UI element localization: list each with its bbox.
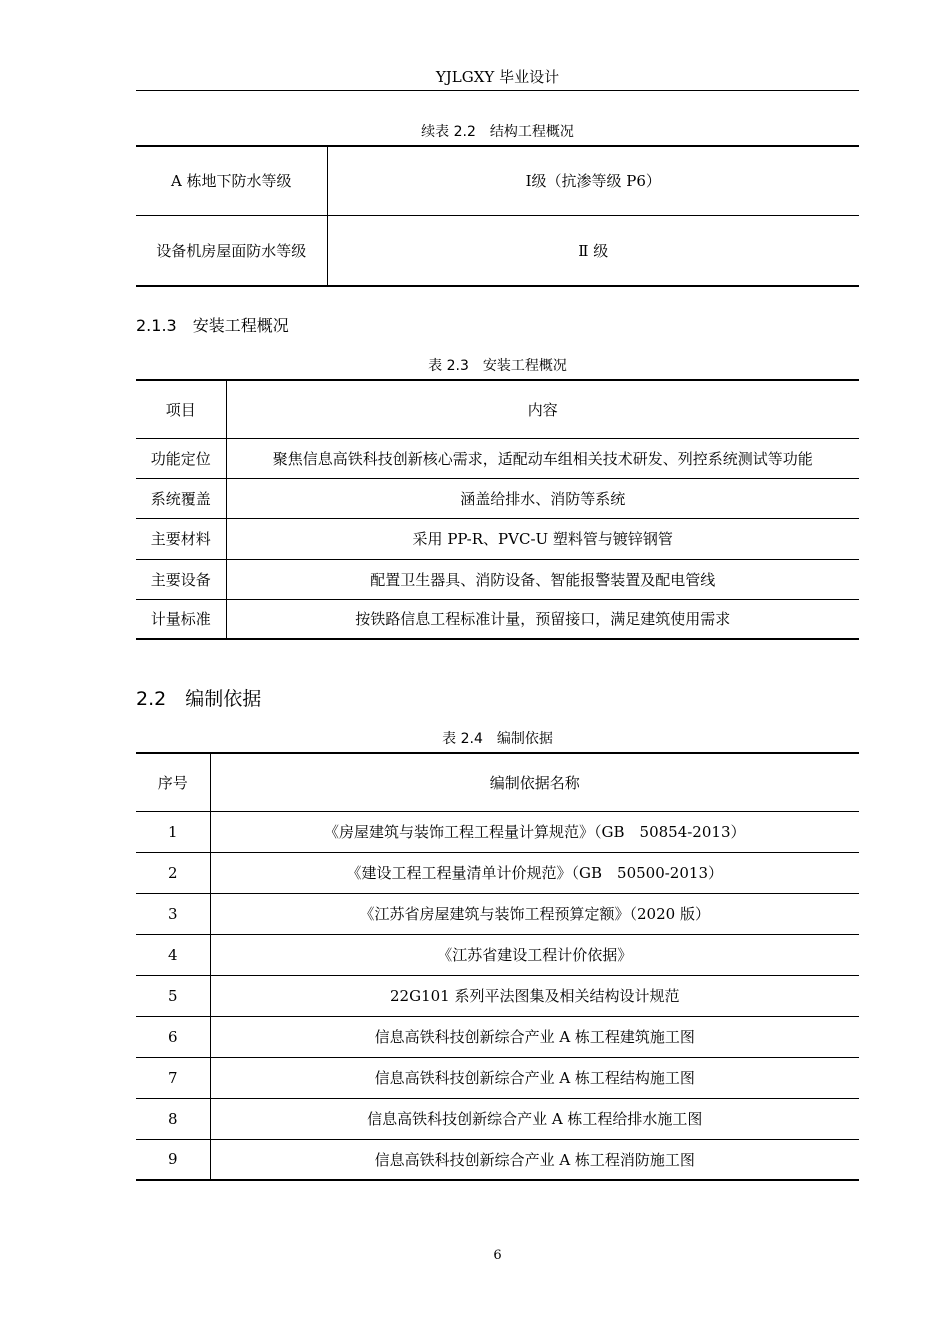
table-2-4 [136, 752, 859, 1181]
table-row [136, 975, 859, 1016]
table-cell-name: 信息高铁科技创新综合产业 A 栋工程消防施工图 [210, 1139, 859, 1180]
column-header-item: 项目 [136, 380, 226, 438]
table-cell-number: 8 [136, 1098, 210, 1139]
table-row [136, 1016, 859, 1057]
table-cell-content: 配置卫生器具、消防设备、智能报警装置及配电管线 [226, 559, 859, 599]
table-row [136, 1098, 859, 1139]
table-row [136, 438, 859, 478]
table-cell-number: 3 [136, 893, 210, 934]
table-cell-number: 5 [136, 975, 210, 1016]
table-row [136, 559, 859, 599]
table-2-2-caption: 续表 2.2 结构工程概况 [421, 124, 574, 140]
table-header-row [136, 380, 859, 438]
table-cell-number: 6 [136, 1016, 210, 1057]
table-cell-number: 2 [136, 852, 210, 893]
table-2-2-continued [136, 145, 859, 287]
header-rule [136, 90, 859, 91]
table-cell-item: 系统覆盖 [136, 478, 226, 518]
table-cell-name: 《房屋建筑与装饰工程工程量计算规范》（GB 50854-2013） [210, 811, 859, 852]
table-row [136, 478, 859, 518]
table-cell-name: 《江苏省建设工程计价依据》 [210, 934, 859, 975]
table-cell-name: 信息高铁科技创新综合产业 A 栋工程给排水施工图 [210, 1098, 859, 1139]
table-row [136, 518, 859, 559]
table-2-4-caption: 表 2.4 编制依据 [442, 731, 553, 747]
section-heading-2-1-3: 2.1.3 安装工程概况 [136, 316, 289, 335]
table-cell-content: 聚焦信息高铁科技创新核心需求，适配动车组相关技术研发、列控系统测试等功能 [226, 438, 859, 478]
table-cell-name: 信息高铁科技创新综合产业 A 栋工程结构施工图 [210, 1057, 859, 1098]
table-cell-item: 计量标准 [136, 599, 226, 639]
table-header-row [136, 753, 859, 811]
table-cell-content: 采用 PP-R、PVC-U 塑料管与镀锌钢管 [226, 518, 859, 559]
table-row [136, 1139, 859, 1180]
table-row [136, 1057, 859, 1098]
table-cell-number: 4 [136, 934, 210, 975]
column-header-number: 序号 [136, 753, 210, 811]
table-cell-name: 22G101 系列平法图集及相关结构设计规范 [210, 975, 859, 1016]
table-cell-content: 涵盖给排水、消防等系统 [226, 478, 859, 518]
page-header: YJLGXY 毕业设计 [435, 68, 560, 86]
table-cell-value: Ⅰ级（抗渗等级 P6） [327, 146, 859, 215]
column-header-content: 内容 [226, 380, 859, 438]
table-cell-value: Ⅱ 级 [327, 215, 859, 286]
table-row [136, 599, 859, 639]
table-2-3 [136, 379, 859, 640]
table-cell-number: 7 [136, 1057, 210, 1098]
table-row [136, 934, 859, 975]
table-row [136, 215, 859, 286]
table-row [136, 852, 859, 893]
table-row [136, 811, 859, 852]
section-heading-2-2: 2.2 编制依据 [136, 688, 262, 710]
table-cell-name: 《江苏省房屋建筑与装饰工程预算定额》（2020 版） [210, 893, 859, 934]
table-cell-label: A 栋地下防水等级 [136, 146, 327, 215]
table-cell-label: 设备机房屋面防水等级 [136, 215, 327, 286]
table-cell-number: 1 [136, 811, 210, 852]
column-header-name: 编制依据名称 [210, 753, 859, 811]
table-2-3-caption: 表 2.3 安装工程概况 [428, 358, 567, 374]
table-cell-item: 主要设备 [136, 559, 226, 599]
page-number: 6 [493, 1248, 502, 1263]
table-row [136, 146, 859, 215]
table-cell-item: 功能定位 [136, 438, 226, 478]
table-cell-name: 信息高铁科技创新综合产业 A 栋工程建筑施工图 [210, 1016, 859, 1057]
table-cell-item: 主要材料 [136, 518, 226, 559]
table-row [136, 893, 859, 934]
table-cell-content: 按铁路信息工程标准计量，预留接口，满足建筑使用需求 [226, 599, 859, 639]
table-cell-name: 《建设工程工程量清单计价规范》（GB 50500-2013） [210, 852, 859, 893]
table-cell-number: 9 [136, 1139, 210, 1180]
